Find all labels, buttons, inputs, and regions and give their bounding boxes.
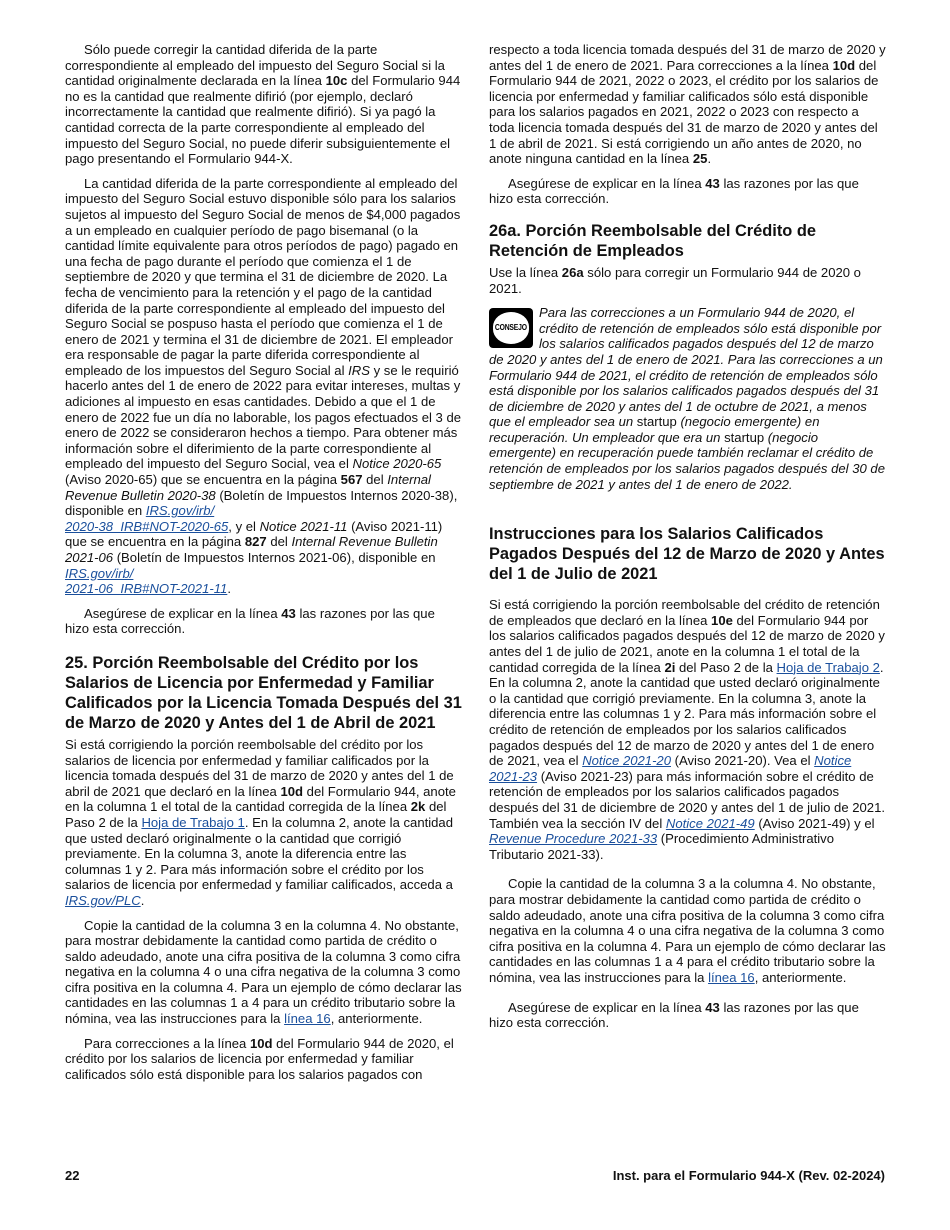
notice-2021-20-link[interactable]: Notice 2021-20 (582, 753, 671, 769)
irs-plc-link[interactable]: IRS.gov/PLC (65, 892, 141, 908)
paragraph: Copie la cantidad de la columna 3 a la columna 4. No obstante, para mostrar debidamente la cantidad como partida de crédito o saldo adeudado, anote una cifra positiva de la columna 3 como cifra negativa en la columna 4 o una cifra negativa de la columna 3 como cifra positiva en la columna 4. Para un ejemplo de cómo declarar las cantidades en las columnas 1 a 4 para el crédito tributario sobre la nómina, vea las instrucciones para la línea 16, anteriormente. (489, 876, 886, 985)
notice-2021-23-link[interactable]: Notice 2021-23 (489, 753, 852, 784)
worksheet-2-link[interactable]: Hoja de Trabajo 2 (776, 659, 880, 675)
tip-box: CONSEJO Para las correcciones a un Formulario 944 de 2020, el crédito de retención de empleados sólo está disponible por los salarios calificados pagados después del 12 de marzo de 2020 y antes del 1 de enero de 2021. Para las correcciones a un Formulario 944 de 2021, el crédito de retención de empleados sólo está disponible por los salarios calificados pagados después del 31 de diciembre de 2020 y antes del 1 de octubre de 2021, a menos que el empleador sea un startup (negocio emergente) en recuperación. Un empleador que era un startup (negocio emergente) en recuperación puede también reclamar el crédito de retención de empleados por los salarios pagados después del 30 de septiembre de 2021 y antes del 1 de enero de 2022. (489, 305, 885, 492)
section-heading-instructions: Instrucciones para los Salarios Calificados Pagados Después del 12 de Marzo de 2020 y Antes del 1 de Julio de 2021 (489, 525, 885, 584)
paragraph: Use la línea 26a sólo para corregir un Formulario 944 de 2020 o 2021. (489, 264, 861, 296)
irb-2021-06-link[interactable]: IRS.gov/irb/ 2021-06_IRB#NOT-2021-11 (65, 565, 228, 597)
paragraph: Copie la cantidad de la columna 3 en la columna 4. No obstante, para mostrar debidamente la cantidad como partida de crédito o saldo adeudado, anote una cifra positiva de la columna 3 como cifra negativa en la columna 4 o una cifra negativa de la columna 3 como cifra positiva en la columna 4. Para un ejemplo de cómo declarar las cantidades en las columnas 1 a 4 para un crédito tributario sobre la nómina, vea las instrucciones para la línea 16, anteriormente. (65, 917, 462, 1027)
rev-proc-2021-33-link[interactable]: Revenue Procedure 2021-33 (489, 831, 658, 847)
right-column (489, 42, 886, 1040)
worksheet-1-link[interactable]: Hoja de Trabajo 1 (141, 814, 245, 830)
page-number: 22 (65, 1168, 80, 1183)
left-column (65, 42, 462, 1091)
form-title: Inst. para el Formulario 944-X (Rev. 02-2024) (612, 1168, 885, 1183)
paragraph: La cantidad diferida de la parte correspondiente al empleado del impuesto del Seguro Social estuvo disponible sólo para los salarios sujetos al impuesto del Seguro Social de menos de $4,000 pagados a un empleado en cualquier período de pago bisemanal (o la cantidad límite equivalente para otros períodos de pago) pagado en una fecha de pago durante el período que comienza el 1 de septiembre de 2020 y que termina el 31 de diciembre de 2020. La fecha de vencimiento para la retención y el pago de la cantidad diferida de la parte correspondiente al empleado del impuesto del Seguro Social se pospuso hasta el período que comienza el 1 de enero de 2021 y termina el 31 de diciembre de 2021. El empleador era responsable de pagar la parte diferida correspondiente al empleado de los impuestos del Seguro Social al IRS y se le requirió hacerlo antes del 1 de enero de 2022 para evitar intereses, multas y adiciones al impuesto en esas cantidades. Debido a que el 1 de enero de 2022 fue un día no laborable, los pagos efectuados el 3 de enero de 2022 se consideraron hechos a tiempo. Para obtener más información sobre el diferimiento de la parte correspondiente al empleado del impuesto del Seguro Social, vea el Notice 2020-65 (Aviso 2020-65) que se encuentra en la página 567 del Internal Revenue Bulletin 2020-38 (Boletín de Impuestos Internos 2020-38), disponible en IRS.gov/irb/ 2020-38_IRB#NOT-2020-65, y el Notice 2021-11 (Aviso 2021-11) que se encuentra en la página 827 del Internal Revenue Bulletin 2021-06 (Boletín de Impuestos Internos 2021-06), disponible en IRS.gov/irb/ 2021-06_IRB#NOT-2021-11. (65, 175, 462, 597)
irb-2020-38-link[interactable]: IRS.gov/irb/ 2020-38_IRB#NOT-2020-65 (65, 503, 229, 534)
paragraph: Si está corrigiendo la porción reembolsable del crédito por los salarios de licencia por enfermedad y familiar calificados por la licencia tomada después del 31 de marzo de 2020 y antes del 1 de abril de 2021 que declaró en la línea 10d del Formulario 944, anote en la columna 1 el total de la cantidad corregida de la línea 2k del Paso 2 de la Hoja de Trabajo 1. En la columna 2, anote la cantidad que usted declaró originalmente o la cantidad que corrigió previamente. En la columna 3, anote la diferencia entre las columnas 1 y 2. Para más información sobre el crédito por los salarios de licencia por enfermedad y familiar calificados, acceda a IRS.gov/PLC. (65, 736, 456, 908)
paragraph: Asegúrese de explicar en la línea 43 las razones por las que hizo esta corrección. (489, 999, 859, 1031)
line-16-link[interactable]: línea 16 (284, 1011, 331, 1027)
consejo-tip-icon: CONSEJO (489, 308, 533, 348)
paragraph: Para correcciones a la línea 10d del Formulario 944 de 2020, el crédito por los salarios de licencia por enfermedad y familiar calificados sólo está disponible para los salarios pagados con (65, 1035, 454, 1082)
paragraph: Asegúrese de explicar en la línea 43 las razones por las que hizo esta corrección. (489, 175, 859, 207)
paragraph: Asegúrese de explicar en la línea 43 las razones por las que hizo esta corrección. (65, 605, 435, 637)
section-heading-26a: 26a. Porción Reembolsable del Crédito de Retención de Empleados (489, 221, 816, 260)
line-16-link[interactable]: línea 16 (708, 969, 755, 985)
paragraph: respecto a toda licencia tomada después del 31 de marzo de 2020 y antes del 1 de enero de 2021. Para correcciones a la línea 10d del Formulario 944 de 2021, 2022 o 2023, el crédito por los salarios de licencia por enfermedad y familiar calificados sólo está disponible para los salarios pagados en 2021, 2022 o 2023 con respecto a toda licencia tomada después del 31 de marzo de 2020 y antes del 1 de abril de 2021. Si está corrigiendo un año antes de 2020, no anote ninguna cantidad en la línea 25. (489, 42, 886, 167)
notice-2021-49-link[interactable]: Notice 2021-49 (665, 815, 755, 831)
section-heading-25: 25. Porción Reembolsable del Crédito por los Salarios de Licencia por Enfermedad y Familiar Calificados por la Licencia Tomada Después del 31 de Marzo de 2020 y Antes del 1 de Abril de 2021 (65, 653, 462, 732)
paragraph: Sólo puede corregir la cantidad diferida de la parte correspondiente al empleado del impuesto del Seguro Social si la cantidad originalmente declarada en la línea 10c del Formulario 944 no es la cantidad que realmente difirió (por ejemplo, declaró incorrectamente la cantidad que realmente difirió). Si ya pagó la cantidad correcta de la parte correspondiente al empleado del impuesto del Seguro Social, no puede diferir subsiguientemente el pago presentando el Formulario 944-X. (65, 42, 461, 167)
paragraph: Si está corrigiendo la porción reembolsable del crédito de retención de empleados que declaró en la línea 10e del Formulario 944 por los salarios calificados pagados después del 12 de marzo de 2020 y antes del 1 de julio de 2021, anote en la columna 1 el total de la cantidad corregida de la línea 2i del Paso 2 de la Hoja de Trabajo 2. En la columna 2, anote la cantidad que usted declaró originalmente o la cantidad que corrigió previamente. En la columna 3, anote la diferencia entre las columnas 1 y 2. Para más información sobre el crédito de retención de empleados por los salarios calificados pagados después del 12 de marzo de 2020 y antes del 1 de enero de 2021, vea el Notice 2021-20 (Aviso 2021-20). Vea el Notice 2021-23 (Aviso 2021-23) para más información sobre el crédito de retención de empleados por los salarios calificados pagados después del 31 de diciembre de 2020 y antes del 1 de julio de 2021. También vea la sección IV del Notice 2021-49 (Aviso 2021-49) y el Revenue Procedure 2021-33 (Procedimiento Administrativo Tributario 2021-33). (489, 597, 886, 862)
